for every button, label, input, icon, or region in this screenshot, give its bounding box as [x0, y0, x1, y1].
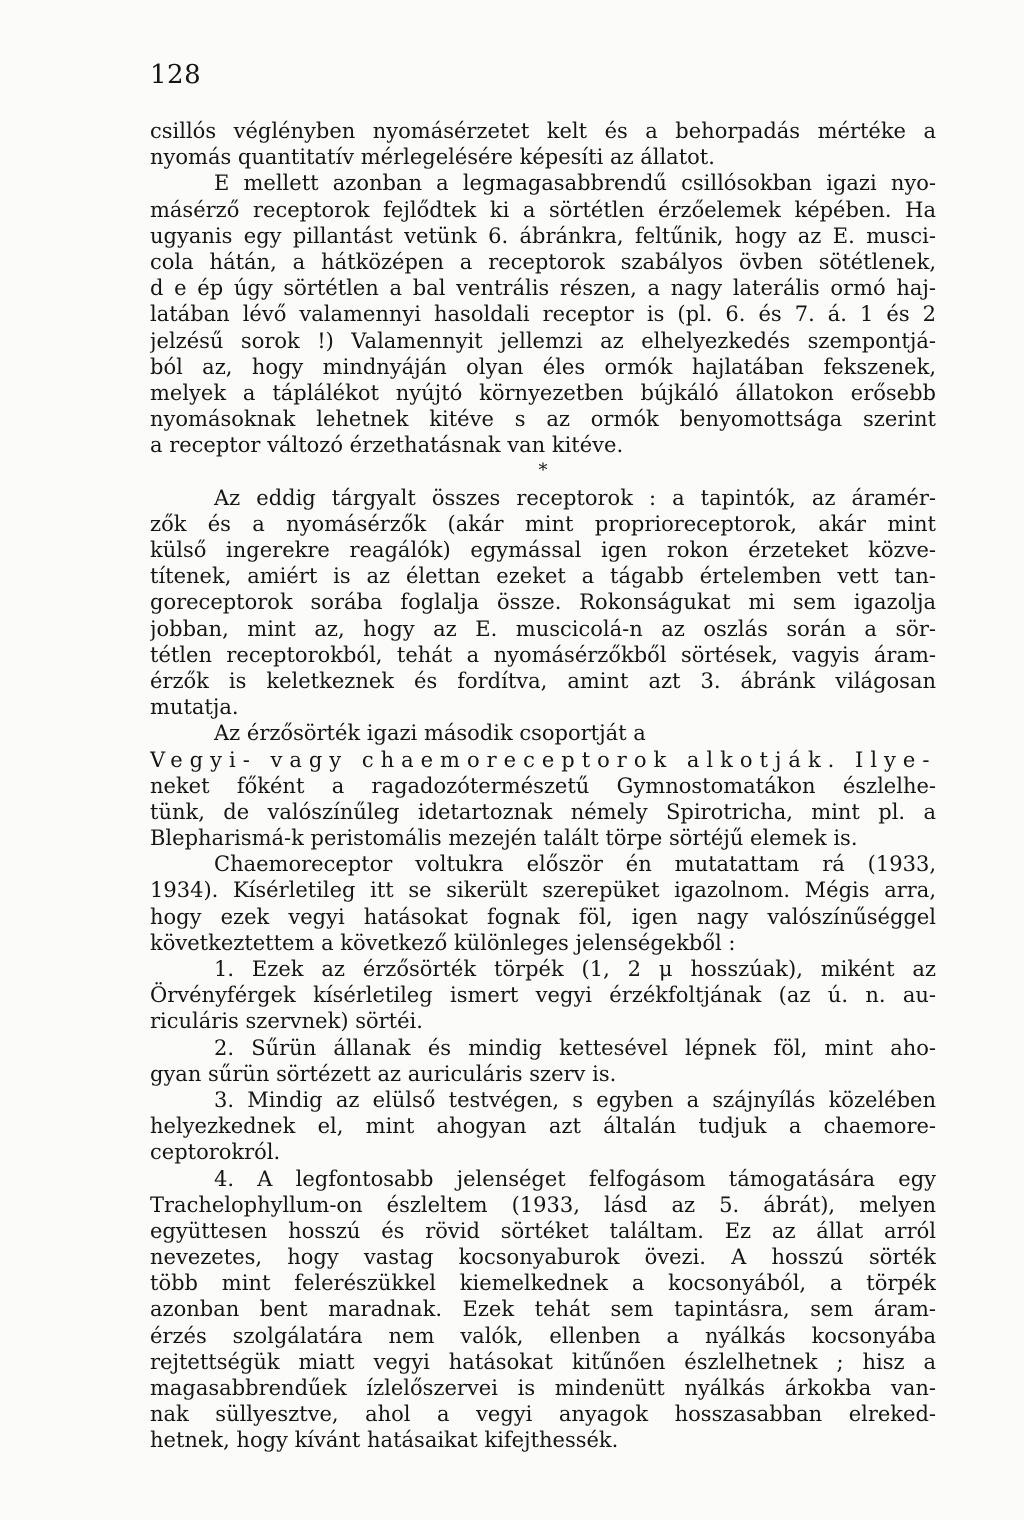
text-line: érzés szolgálatára nem valók, ellenben a nyálkás kocsonyába	[150, 1323, 936, 1348]
text-line: neket főként a ragadozótermészetű Gymnostomatákon észlelhe-	[150, 773, 936, 798]
text-line: érzők is keletkeznek és fordítva, amint azt 3. ábránk világosan	[150, 668, 936, 693]
text-line: rejtettségük miatt vegyi hatásokat kitűnően észlelhetnek ; hisz a	[150, 1349, 936, 1374]
text-line: jelzésű sorok !) Valamennyit jellemzi az elhelyezkedés szempontjá-	[150, 328, 936, 353]
text-line: helyezkednek el, mint ahogyan azt általán tudjuk a chaemore-	[150, 1114, 936, 1139]
text-line: zők és a nyomásérzők (akár mint proprioreceptorok, akár mint	[150, 511, 936, 536]
text-line: magasabbrendűek ízlelőszervei is mindenütt nyálkás árkokba van-	[150, 1376, 936, 1400]
text-line: ceptorokról.	[150, 1140, 281, 1165]
text-line: nevezetes, hogy vastag kocsonyaburok övezi. A hosszú sörték	[150, 1245, 936, 1270]
text-line: Trachelophyllum-on észleltem (1933, lásd az 5. ábrát), melyen	[150, 1192, 936, 1217]
page-number: 128	[150, 60, 202, 90]
text-line: títenek, amiért is az élettan ezeket a tágabb értelemben vett tan-	[150, 564, 936, 589]
text-line: ugyanis egy pillantást vetünk 6. ábránkra, feltűnik, hogy az E. musci-	[150, 223, 936, 248]
text-line: cola hátán, a hátközépen a receptorok szabályos övben sötétlenek,	[150, 249, 936, 274]
text-line: tünk, de valószínűleg idetartoznak némely Spirotricha, mint pl. a	[150, 799, 936, 824]
text-line: E mellett azonban a legmagasabbrendű csillósokban igazi nyo-	[214, 171, 936, 196]
text-line: másérző receptorok fejlődtek ki a sörtétlen érzőelemek képében. Ha	[150, 197, 936, 222]
text-line: ból az, hogy mindnyáján olyan éles ormók hajlatában fekszenek,	[150, 354, 936, 379]
text-line: goreceptorok sorába foglalja össze. Rokonságukat mi sem igazolja	[150, 590, 936, 615]
text-line: 4. A legfontosabb jelenséget felfogásom támogatására egy	[214, 1166, 936, 1191]
text-line: Chaemoreceptor voltukra először én mutatattam rá (1933,	[214, 852, 936, 877]
text-line: hogy ezek vegyi hatásokat fognak föl, igen nagy valószínűséggel	[150, 904, 936, 929]
text-line: 2. Sűrün állanak és mindig kettesével lépnek föl, mint aho-	[214, 1035, 936, 1060]
text-line: 1934). Kísérletileg itt se sikerült szerepüket igazolnom. Mégis arra,	[150, 878, 936, 903]
text-line: nyomás quantitatív mérlegelésére képesíti az állatot.	[150, 145, 715, 170]
text-line: Az érzősörték igazi második csoportját a	[214, 721, 646, 746]
text-line: latában lévő valamennyi hasoldali receptor is (pl. 6. és 7. á. 1 és 2	[150, 302, 936, 327]
text-line: 1. Ezek az érzősörték törpék (1, 2 μ hosszúak), miként az	[214, 957, 936, 981]
text-line: 3. Mindig az elülső testvégen, s egyben a szájnyílás közelében	[214, 1087, 936, 1112]
text-line: nyomásoknak lehetnek kitéve s az ormók benyomottsága szerint	[150, 407, 936, 432]
text-line: Az eddig tárgyalt összes receptorok : a tapintók, az áramér-	[214, 485, 936, 510]
text-line: gyan sűrün sörtézett az auriculáris szerv is.	[150, 1061, 617, 1086]
text-line: tétlen receptorokból, tehát a nyomásérzőkből sörtések, vagyis áram-	[150, 642, 936, 667]
text-line: riculáris szervnek) sörtéi.	[150, 1009, 423, 1034]
text-line: melyek a táplálékot nyújtó környezetben bújkáló állatokon erősebb	[150, 380, 936, 405]
text-line: mutatja.	[150, 695, 239, 720]
text-line: több mint felerészükkel kiemelkednek a kocsonyából, a törpék	[150, 1271, 936, 1296]
section-separator: *	[538, 460, 548, 482]
text-line: azonban bent maradnak. Ezek tehát sem tapintásra, sem áram-	[150, 1297, 936, 1322]
text-line: jobban, mint az, hogy az E. muscicolá-n az oszlás során a sör-	[150, 616, 936, 641]
body-text	[150, 118, 936, 1454]
text-line: Örvényférgek kísérletileg ismert vegyi érzékfoltjának (az ú. n. au-	[150, 983, 936, 1008]
text-line: külső ingerekre reagálók) egymással igen rokon érzeteket közve-	[150, 538, 936, 562]
text-line: Blepharismá-k peristomális mezején talált törpe sörtéjű elemek is.	[150, 826, 858, 851]
text-line: következtettem a következő különleges jelenségekből :	[150, 930, 736, 955]
text-line: nak süllyesztve, ahol a vegyi anyagok hosszasabban elreked-	[150, 1402, 936, 1427]
text-line: Vegyi- vagy chaemoreceptorok alkotják. Ilye-	[150, 747, 936, 772]
text-line: együttesen hosszú és rövid sörtéket találtam. Ez az állat arról	[150, 1218, 936, 1243]
text-line: a receptor változó érzethatásnak van kitéve.	[150, 433, 624, 458]
text-line: csillós véglényben nyomásérzetet kelt és a behorpadás mértéke a	[150, 119, 936, 143]
text-line: d e ép úgy sörtétlen a bal ventrális részen, a nagy laterális ormó haj-	[150, 276, 936, 301]
text-line: hetnek, hogy kívánt hatásaikat kifejthessék.	[150, 1428, 619, 1453]
